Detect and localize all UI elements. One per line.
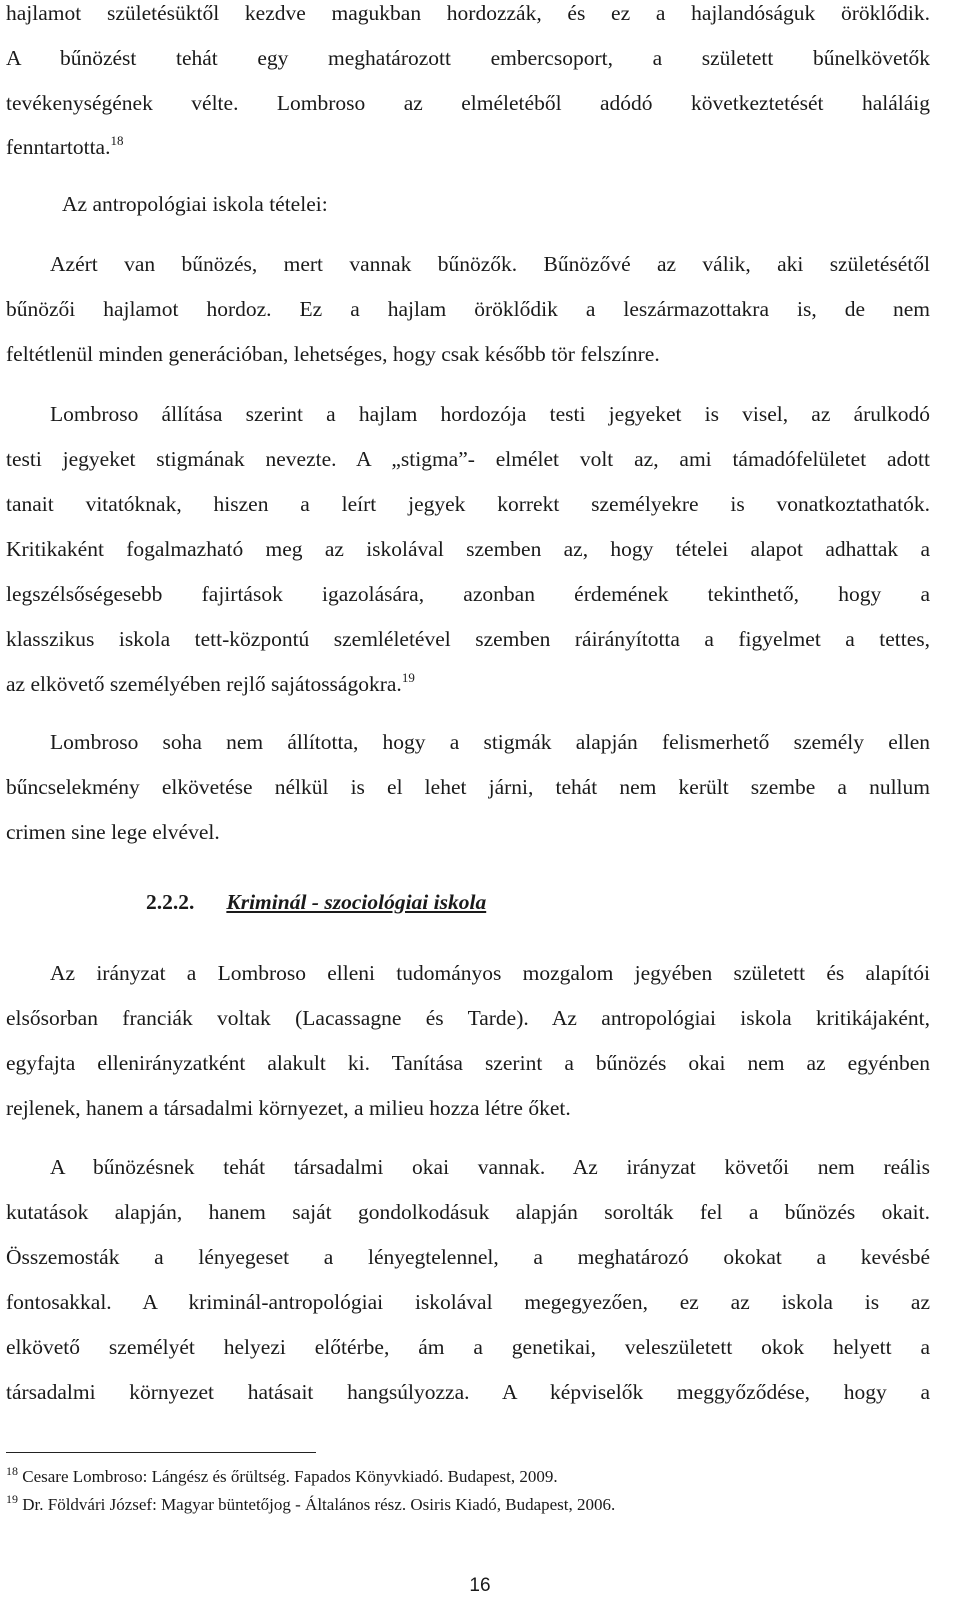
body-line: bűncselekmény elkövetése nélkül is el lehet járni, tehát nem került szembe a nullum bbox=[6, 775, 930, 799]
footnote-ref: 19 bbox=[401, 670, 415, 685]
footnote-text: Dr. Földvári József: Magyar büntetőjog - Általános rész. Osiris Kiadó, Budapest, 2006. bbox=[22, 1495, 616, 1514]
body-line: Kritikaként fogalmazható meg az iskolával szemben az, hogy tételei alapot adhattak a bbox=[6, 537, 930, 561]
list-intro: Az antropológiai iskola tételei: bbox=[62, 192, 328, 216]
body-line: Azért van bűnözés, mert vannak bűnözők. Bűnözővé az válik, aki születésétől bbox=[50, 252, 930, 276]
footnote-text: Cesare Lombroso: Lángész és őrültség. Fapados Könyvkiadó. Budapest, 2009. bbox=[22, 1467, 558, 1486]
body-line: rejlenek, hanem a társadalmi környezet, a milieu hozza létre őket. bbox=[6, 1096, 571, 1120]
body-line: feltétlenül minden generációban, lehetséges, hogy csak később tör felszínre. bbox=[6, 342, 660, 366]
body-line: legszélsőségesebb fajirtások igazolására, azonban érdemének tekinthető, hogy a bbox=[6, 582, 930, 606]
body-line: egyfajta ellenirányzatként alakult ki. Tanítása szerint a bűnözés okai nem az egyénben bbox=[6, 1051, 930, 1075]
body-line: hajlamot születésüktől kezdve magukban hordozzák, és ez a hajlandóságuk öröklődik. bbox=[6, 1, 930, 25]
body-line: crimen sine lege elvével. bbox=[6, 820, 220, 844]
body-line: fontosakkal. A kriminál-antropológiai iskolával megegyezően, ez az iskola is az bbox=[6, 1290, 930, 1314]
body-line: bűnözői hajlamot hordoz. Ez a hajlam öröklődik a leszármazottakra is, de nem bbox=[6, 297, 930, 321]
body-line: klasszikus iskola tett-központú szemléletével szemben ráirányította a figyelmet a tettes, bbox=[6, 627, 930, 651]
body-line: testi jegyeket stigmának nevezte. A „stigma”- elmélet volt az, ami támadófelületet adott bbox=[6, 447, 930, 471]
section-number: 2.2.2. bbox=[146, 890, 195, 914]
footnote bbox=[6, 1466, 930, 1488]
body-line: Lombroso soha nem állította, hogy a stigmák alapján felismerhető személy ellen bbox=[50, 730, 930, 754]
body-line: A bűnözésnek tehát társadalmi okai vannak. Az irányzat követői nem reális bbox=[50, 1155, 930, 1179]
body-line: Az irányzat a Lombroso elleni tudományos mozgalom jegyében született és alapítói bbox=[50, 961, 930, 985]
body-line: tevékenységének vélte. Lombroso az elméletéből adódó következtetését haláláig bbox=[6, 91, 930, 115]
footnote-number: 19 bbox=[6, 1492, 18, 1506]
body-line: tanait vitatóknak, hiszen a leírt jegyek korrekt személyekre is vonatkoztathatók. bbox=[6, 492, 930, 516]
footnote-ref: 18 bbox=[110, 133, 124, 148]
footnote bbox=[6, 1494, 930, 1516]
body-line: elkövető személyét helyezi előtérbe, ám a genetikai, veleszületett okok helyett a bbox=[6, 1335, 930, 1359]
page-number: 16 bbox=[469, 1575, 491, 1596]
body-line: fenntartotta.$^{18}$ bbox=[6, 133, 124, 159]
footnote-separator bbox=[6, 1452, 316, 1453]
body-line: A bűnözést tehát egy meghatározott embercsoport, a született bűnelkövetők bbox=[6, 46, 930, 70]
section-heading bbox=[146, 889, 926, 915]
section-title: Kriminál - szociológiai iskola bbox=[226, 890, 487, 914]
body-line: Lombroso állítása szerint a hajlam hordozója testi jegyeket is visel, az árulkodó bbox=[50, 402, 930, 426]
body-line: elsősorban franciák voltak (Lacassagne és Tarde). Az antropológiai iskola kritikájaként, bbox=[6, 1006, 930, 1030]
body-line: Összemosták a lényegeset a lényegtelennel, a meghatározó okokat a kevésbé bbox=[6, 1245, 930, 1269]
body-line: az elkövető személyében rejlő sajátosságokra.$^{19}$ bbox=[6, 670, 415, 696]
footnote-number: 18 bbox=[6, 1464, 18, 1478]
body-line: társadalmi környezet hatásait hangsúlyozza. A képviselők meggyőződése, hogy a bbox=[6, 1380, 930, 1404]
body-line: kutatások alapján, hanem saját gondolkodásuk alapján sorolták fel a bűnözés okait. bbox=[6, 1200, 930, 1224]
